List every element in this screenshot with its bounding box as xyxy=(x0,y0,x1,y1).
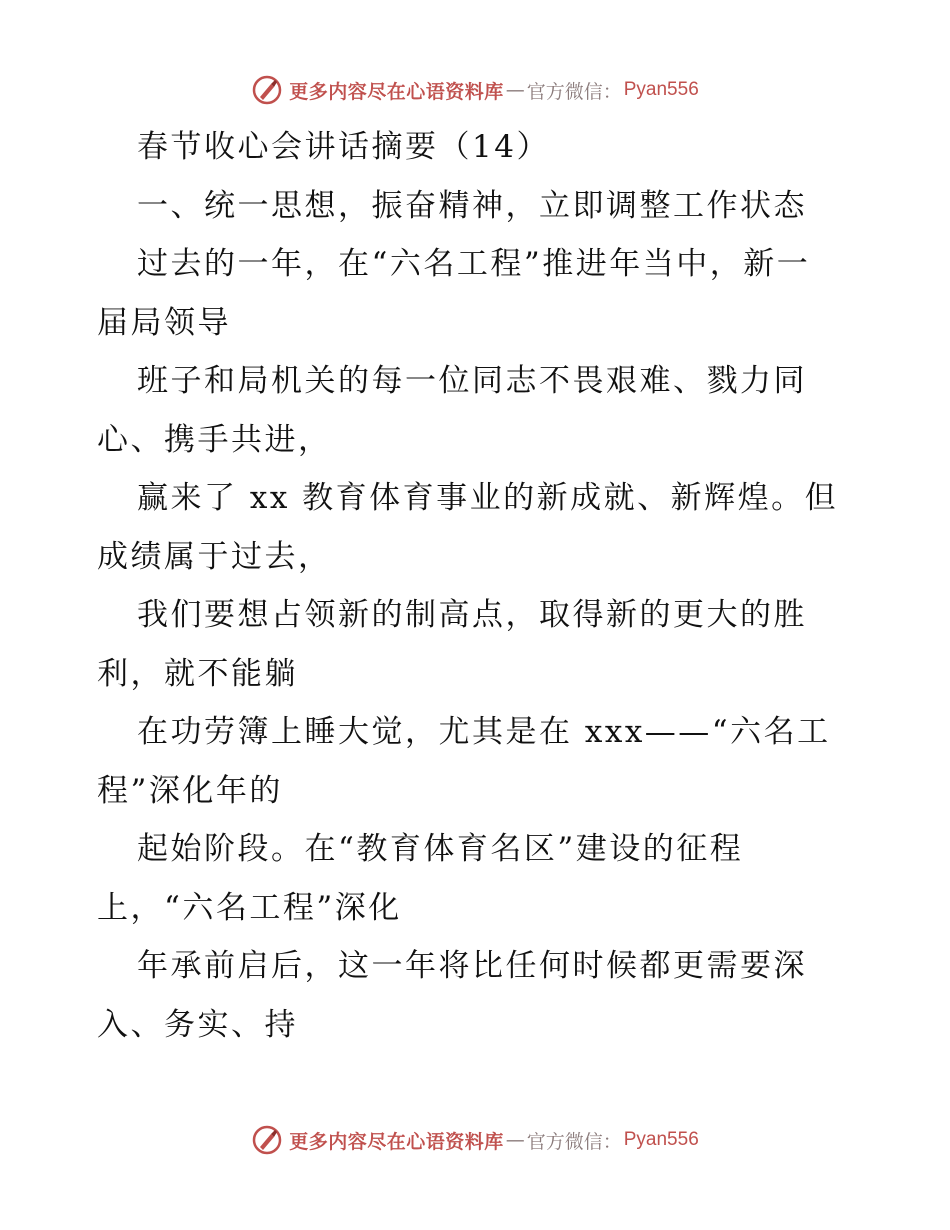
text-line: 入、务实、持 xyxy=(97,1006,298,1043)
banner-wechat-label: 官方微信： xyxy=(526,1130,622,1153)
text-line: 上，“六名工程”深化 xyxy=(97,889,402,926)
text-line: 利，就不能躺 xyxy=(97,655,298,692)
text-line: 程”深化年的 xyxy=(97,772,283,809)
text-line: 班子和局机关的每一位同志不畏艰难、戮力同 xyxy=(137,363,807,399)
text-line: 届局领导 xyxy=(97,304,231,341)
header-banner xyxy=(0,70,950,110)
pen-logo-icon xyxy=(251,1124,283,1156)
text-line: 起始阶段。在“教育体育名区”建设的征程 xyxy=(137,831,744,867)
banner-wechat-id: Pyan556 xyxy=(623,79,699,100)
document-body xyxy=(97,118,867,1054)
banner-site-text: 更多内容尽在心语资料库 xyxy=(289,80,504,103)
text-line: 过去的一年，在“六名工程”推进年当中，新一 xyxy=(137,246,811,282)
banner-wechat-label: 官方微信： xyxy=(526,80,622,103)
footer-banner xyxy=(0,1120,950,1160)
text-line: 我们要想占领新的制高点，取得新的更大的胜 xyxy=(137,597,807,633)
text-line: 心、携手共进， xyxy=(97,421,332,458)
text-line: 一、统一思想，振奋精神，立即调整工作状态 xyxy=(137,187,807,224)
text-line: 年承前启后，这一年将比任何时候都更需要深 xyxy=(137,948,807,984)
text-line: 赢来了 xx 教育体育事业的新成就、新辉煌。但 xyxy=(137,480,839,516)
banner-separator: — xyxy=(505,79,525,101)
text-line: 成绩属于过去， xyxy=(97,538,332,575)
pen-logo-icon xyxy=(251,74,283,106)
banner-site-text: 更多内容尽在心语资料库 xyxy=(289,1130,504,1153)
document-title: 春节收心会讲话摘要（14） xyxy=(137,129,550,165)
banner-wechat-id: Pyan556 xyxy=(623,1129,699,1150)
text-line: 在功劳簿上睡大觉，尤其是在 xxx——“六名工 xyxy=(137,714,831,750)
banner-separator: — xyxy=(505,1129,525,1151)
